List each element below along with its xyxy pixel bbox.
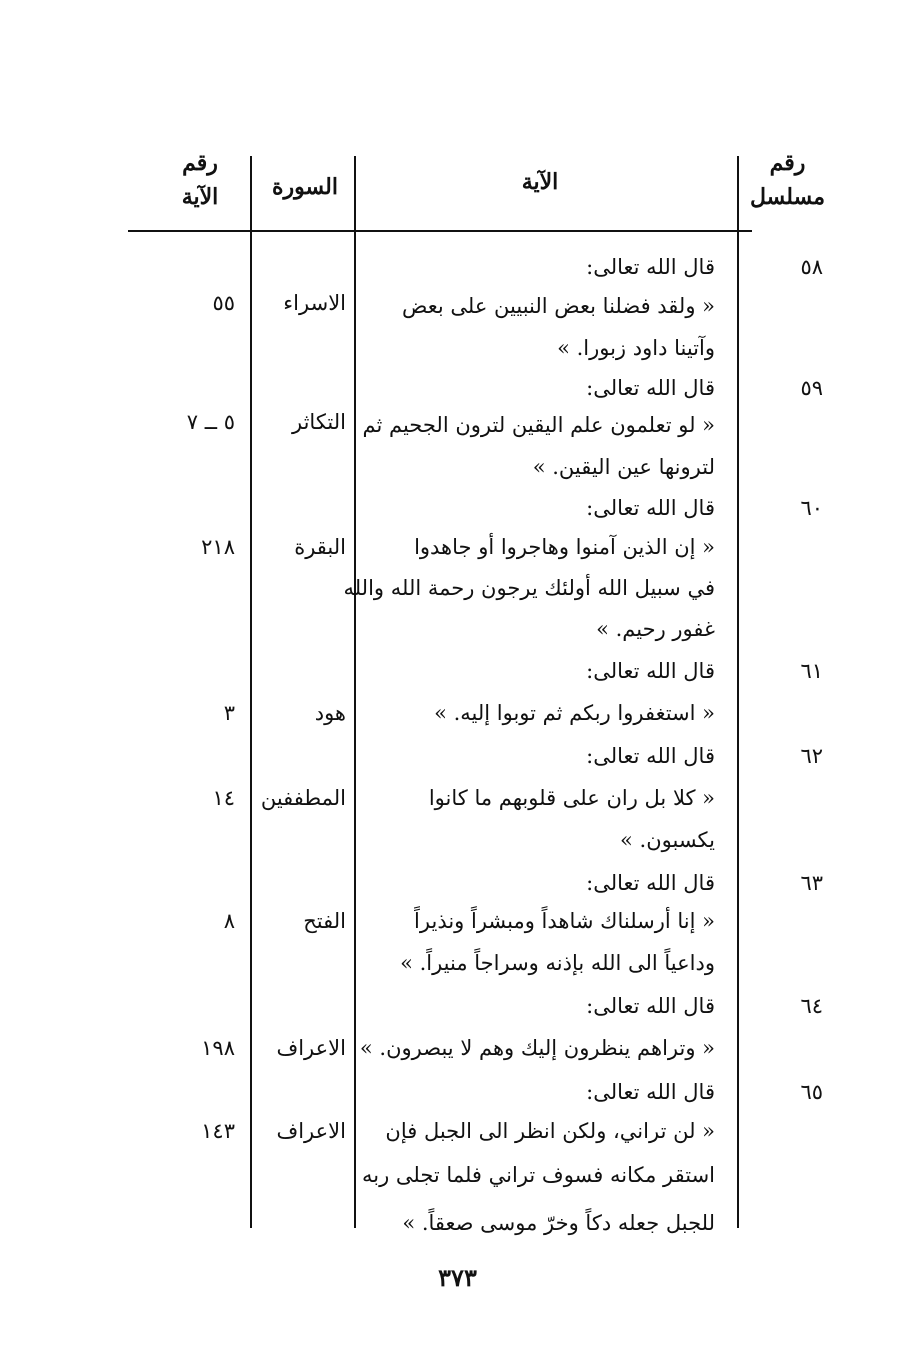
column-divider-serial: [737, 156, 739, 1228]
row-surah: الاعراف: [276, 1036, 346, 1060]
ayah-line: « إن الذين آمنوا وهاجروا أو جاهدوا: [414, 535, 715, 559]
header-rule: [128, 230, 752, 232]
row-surah: الفتح: [303, 909, 346, 933]
header-ayah-number-line2: الآية: [181, 184, 219, 210]
ayah-line: قال الله تعالى:: [586, 994, 715, 1018]
ayah-line: استقر مكانه فسوف تراني فلما تجلى ربه: [361, 1163, 715, 1187]
ayah-line: قال الله تعالى:: [586, 1080, 715, 1104]
ayah-line: قال الله تعالى:: [586, 744, 715, 768]
row-surah: المطففين: [260, 786, 346, 810]
ayah-line: يكسبون. »: [620, 828, 715, 852]
ayah-line: وداعياً الى الله بإذنه وسراجاً منيراً. »: [400, 951, 715, 975]
row-ayah-number: ٣: [223, 701, 235, 725]
row-serial: ٦٥: [800, 1080, 823, 1104]
row-serial: ٦١: [800, 659, 823, 683]
row-surah: التكاثر: [292, 410, 346, 434]
ayah-line: قال الله تعالى:: [586, 871, 715, 895]
ayah-line: « استغفروا ربكم ثم توبوا إليه. »: [434, 701, 715, 725]
ayah-line: في سبيل الله أولئك يرجون رحمة الله والله: [343, 576, 715, 600]
column-divider-surah: [250, 156, 252, 1228]
ayah-line: قال الله تعالى:: [586, 376, 715, 400]
row-serial: ٦٢: [800, 744, 823, 768]
row-serial: ٥٨: [800, 255, 823, 279]
page-number: ٣٧٣: [438, 1263, 477, 1292]
ayah-line: « لن تراني، ولكن انظر الى الجبل فإن: [385, 1119, 715, 1143]
row-ayah-number: ٥٥: [212, 291, 235, 315]
row-serial: ٦٠: [800, 496, 823, 520]
header-serial-line2: مسلسل: [750, 184, 825, 210]
ayah-line: « وتراهم ينظرون إليك وهم لا يبصرون. »: [359, 1036, 715, 1060]
row-ayah-number: ١٤: [212, 786, 235, 810]
row-surah: الاعراف: [276, 1119, 346, 1143]
row-serial: ٦٤: [800, 994, 823, 1018]
row-surah: البقرة: [294, 535, 346, 559]
row-ayah-number: ١٩٨: [201, 1036, 235, 1060]
ayah-line: غفور رحيم. »: [596, 617, 715, 641]
ayah-line: لترونها عين اليقين. »: [532, 455, 715, 479]
row-serial: ٦٣: [800, 871, 823, 895]
header-surah: السورة: [272, 174, 338, 200]
ayah-line: قال الله تعالى:: [586, 496, 715, 520]
header-serial: [745, 146, 830, 214]
row-ayah-number: ١٤٣: [201, 1119, 235, 1143]
ayah-line: « ولقد فضلنا بعض النبيين على بعض: [402, 294, 715, 318]
ayah-line: « لو تعلمون علم اليقين لترون الجحيم ثم: [362, 413, 715, 437]
ayah-line: « كلا بل ران على قلوبهم ما كانوا: [428, 786, 715, 810]
header-ayah-number-line1: رقم: [182, 150, 218, 176]
header-serial-line1: رقم: [769, 150, 806, 176]
header-ayah: الآية: [521, 169, 559, 195]
row-ayah-number: ٨: [223, 909, 235, 933]
row-surah: الاسراء: [283, 291, 346, 315]
column-divider-ayah: [354, 156, 356, 1228]
ayah-line: قال الله تعالى:: [586, 659, 715, 683]
row-surah: هود: [314, 701, 346, 725]
header-ayah-number: [155, 146, 245, 214]
row-serial: ٥٩: [800, 376, 823, 400]
ayah-line: للجبل جعله دكاً وخرّ موسى صعقاً. »: [402, 1211, 715, 1235]
row-ayah-number: ٢١٨: [201, 535, 235, 559]
ayah-line: وآتينا داود زبورا. »: [557, 336, 715, 360]
ayah-line: « إنا أرسلناك شاهداً ومبشراً ونذيراً: [414, 909, 715, 933]
ayah-line: قال الله تعالى:: [586, 255, 715, 279]
row-ayah-number: ٥ ــ ٧: [186, 410, 235, 434]
